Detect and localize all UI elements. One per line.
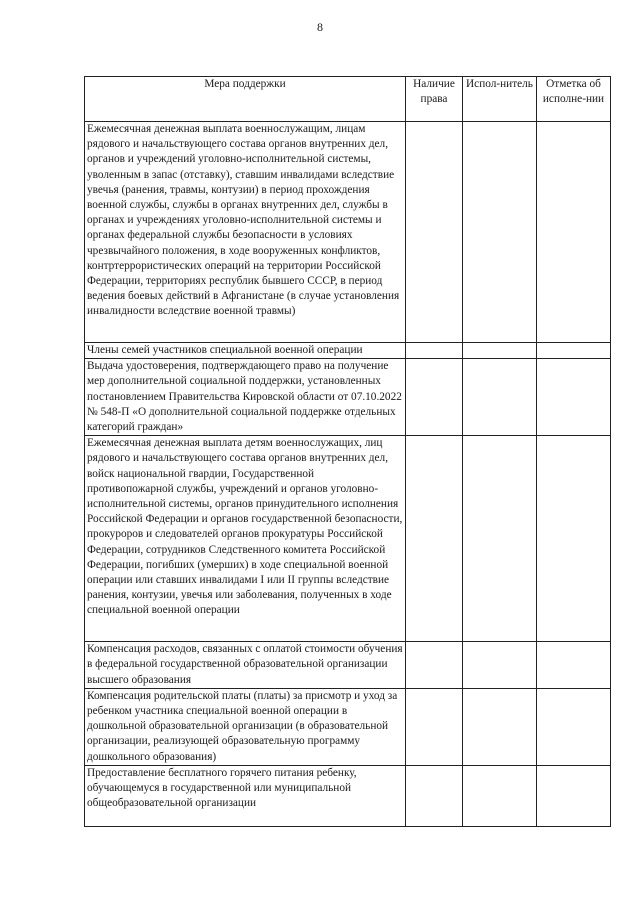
mark-cell[interactable]	[537, 765, 611, 826]
mark-cell[interactable]	[537, 688, 611, 765]
mark-cell[interactable]	[537, 122, 611, 343]
measure-cell: Ежемесячная денежная выплата детям военнослужащих, лиц рядового и начальствующего состава органов внутренних дел, войск национальной гвардии, Государственной противопожарной службы, учреждений и органов уголовно-исполнительной системы, органов принудительного исполнения Российской Федерации и органов государственной безопасности, прокуроров и следователей органов прокуратуры Российской Федерации, сотрудников Следственного комитета Российской Федерации, погибших (умерших) в ходе специальной военной операции или ставших инвалидами I или II группы вследствие ранения, контузии, увечья или заболевания, полученных в ходе специальной военной операции	[85, 436, 406, 642]
executor-cell[interactable]	[463, 122, 537, 343]
right-cell[interactable]	[406, 122, 463, 343]
table-row	[85, 765, 611, 826]
measure-cell: Ежемесячная денежная выплата военнослужащим, лицам рядового и начальствующего состава органов внутренних дел, органов и учреждений уголовно-исполнительной системы, уволенным в запас (отставку), ставшим инвалидами вследствие увечья (ранения, травмы, контузии) в период прохождения военной службы, службы в органах внутренних дел, службы в органах и учреждениях уголовно-исполнительной системы и органах федеральной службы безопасности в условиях чрезвычайного положения, в ходе вооруженных конфликтов, контртеррористических операций на территории Российской Федерации, территориях республик бывшего СССР, в период ведения боевых действий в Афганистане (в случае установления инвалидности вследствие военной травмы)	[85, 122, 406, 343]
header-measure: Мера поддержки	[85, 77, 406, 122]
header-executor: Испол-нитель	[463, 77, 537, 122]
table-row	[85, 642, 611, 689]
executor-cell[interactable]	[463, 359, 537, 436]
header-right: Наличие права	[406, 77, 463, 122]
executor-cell[interactable]	[463, 642, 537, 689]
executor-cell[interactable]	[463, 688, 537, 765]
mark-cell[interactable]	[537, 436, 611, 642]
mark-cell[interactable]	[537, 642, 611, 689]
right-cell[interactable]	[406, 436, 463, 642]
table-row	[85, 343, 611, 359]
executor-cell[interactable]	[463, 343, 537, 359]
header-mark: Отметка об исполне-нии	[537, 77, 611, 122]
right-cell[interactable]	[406, 688, 463, 765]
measure-cell: Компенсация родительской платы (платы) за присмотр и уход за ребенком участника специальной военной операции в дошкольной образовательной организации (в образовательной организации, реализующей образовательную программу дошкольного образования)	[85, 688, 406, 765]
right-cell[interactable]	[406, 642, 463, 689]
table-header-row	[85, 77, 611, 122]
table-row	[85, 359, 611, 436]
right-cell[interactable]	[406, 765, 463, 826]
right-cell[interactable]	[406, 359, 463, 436]
measure-cell: Члены семей участников специальной военной операции	[85, 343, 406, 359]
measure-cell: Компенсация расходов, связанных с оплатой стоимости обучения в федеральной государственной образовательной организации высшего образования	[85, 642, 406, 689]
measure-cell: Предоставление бесплатного горячего питания ребенку, обучающемуся в государственной или муниципальной общеобразовательной организации	[85, 765, 406, 826]
table-row	[85, 122, 611, 343]
support-measures-table	[84, 76, 611, 827]
page-number: 8	[317, 20, 323, 34]
mark-cell[interactable]	[537, 359, 611, 436]
executor-cell[interactable]	[463, 436, 537, 642]
table-row	[85, 688, 611, 765]
mark-cell[interactable]	[537, 343, 611, 359]
measure-cell: Выдача удостоверения, подтверждающего право на получение мер дополнительной социальной поддержки, установленных постановлением Правительства Кировской области от 07.10.2022 № 548-П «О дополнительной социальной поддержке отдельных категорий граждан»	[85, 359, 406, 436]
right-cell[interactable]	[406, 343, 463, 359]
table-row	[85, 436, 611, 642]
executor-cell[interactable]	[463, 765, 537, 826]
